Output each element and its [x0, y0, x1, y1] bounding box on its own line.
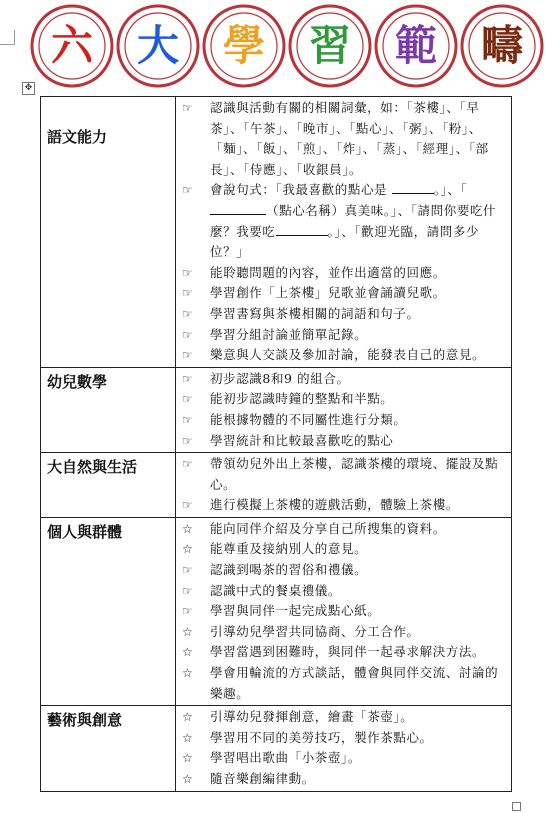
- table-row-math: [41, 367, 512, 452]
- pointing-hand-icon: ☞: [182, 412, 194, 427]
- items-cell: [176, 517, 512, 705]
- badge-character: 習: [308, 21, 351, 70]
- badge-character: 六: [50, 21, 93, 70]
- item-text: 引導幼兒學習共同協商、分工合作。: [210, 623, 420, 639]
- items-cell: [176, 367, 512, 452]
- list-item: [180, 769, 507, 790]
- list-item: [180, 180, 507, 262]
- category-label: 藝術與創意: [47, 711, 123, 730]
- list-item: [180, 748, 507, 769]
- item-list: [176, 453, 511, 517]
- item-text: 學習統計和比較最喜歡吃的點心: [210, 432, 394, 448]
- item-text: 進行模擬上茶樓的遊戲活動，體驗上茶樓。: [210, 497, 459, 513]
- item-text: 能根據物體的不同屬性進行分類。: [210, 411, 407, 427]
- category-label: 語文能力: [47, 128, 108, 146]
- list-item: [180, 539, 507, 560]
- pointing-hand-icon: ☞: [182, 433, 194, 448]
- item-text: 認識與活動有關的相關詞彙，如：「茶樓」、「早茶」、「午茶」、「晚市」、「點心」、「粥」、「粉」、「麵」、「飯」、「煎」、「炸」、「蒸」、「經理」、「部長」、「侍應」、「收銀員」。: [210, 100, 489, 177]
- category-cell: [41, 706, 176, 791]
- star-icon: ☆: [182, 624, 194, 639]
- category-cell: [41, 453, 176, 518]
- star-icon: ☆: [182, 730, 194, 745]
- list-item: [180, 519, 507, 540]
- item-text: 學習分組討論並簡單記錄。: [210, 326, 368, 342]
- category-label: 大自然與生活: [47, 458, 138, 477]
- pointing-hand-icon: ☞: [182, 604, 194, 619]
- pointing-hand-icon: ☞: [182, 327, 194, 342]
- pointing-hand-icon: ☞: [182, 371, 194, 386]
- pointing-hand-icon: ☞: [182, 306, 194, 321]
- list-item: [180, 622, 507, 643]
- table-row-nature: [41, 453, 512, 518]
- badge-character: 疇: [480, 21, 523, 70]
- item-text: 學會用輪流的方式談話，體會與同伴交流、討論的樂趣。: [210, 665, 499, 701]
- star-icon: ☆: [182, 645, 194, 660]
- list-item: [180, 642, 507, 663]
- badge-character: 範: [394, 21, 437, 70]
- list-item: [180, 728, 507, 749]
- list-item: [180, 389, 507, 410]
- badge-character: 學: [222, 21, 265, 70]
- list-item: [180, 345, 507, 366]
- list-item: [180, 663, 507, 704]
- item-text: 能初步認識時鐘的整點和半點。: [210, 391, 394, 407]
- table-row-social: [41, 517, 512, 705]
- table-row-arts: [41, 706, 512, 791]
- items-cell: [176, 453, 512, 518]
- list-item: [180, 283, 507, 304]
- item-list: [176, 518, 511, 705]
- pointing-hand-icon: ☞: [182, 498, 194, 513]
- item-list: [176, 97, 511, 367]
- item-text-part: 。」、「: [433, 182, 468, 198]
- fill-in-blank: [210, 202, 266, 215]
- item-text: 學習唱出歌曲「小茶壺」。: [210, 750, 361, 766]
- items-cell: [176, 706, 512, 791]
- pointing-hand-icon: ☞: [182, 286, 194, 301]
- item-text: 樂意與人交談及參加討論，能發表自己的意見。: [210, 347, 486, 363]
- category-cell: [41, 367, 176, 452]
- badge-1: [30, 4, 114, 88]
- list-item: [180, 98, 507, 180]
- star-icon: ☆: [182, 542, 194, 557]
- table-move-handle[interactable]: ✥: [22, 82, 35, 95]
- star-icon: ☆: [182, 710, 194, 725]
- item-text: 引導幼兒發揮創意，繪畫「茶壺」。: [210, 709, 414, 725]
- item-text: 隨音樂創編律動。: [210, 771, 315, 786]
- item-text: 學習當遇到困難時，與同伴一起尋求解決方法。: [210, 644, 486, 660]
- page-corner-mark-top: [0, 30, 15, 45]
- category-label: 個人與群體: [47, 522, 123, 541]
- learning-areas-table: [40, 96, 512, 792]
- pointing-hand-icon: ☞: [182, 348, 194, 363]
- fill-in-blank: [392, 181, 434, 194]
- item-text: 學習書寫與茶樓相關的詞語和句子。: [210, 305, 420, 321]
- star-icon: ☆: [182, 772, 194, 786]
- pointing-hand-icon: ☞: [182, 457, 194, 472]
- item-text-part: 會說句式：「我最喜歡的點心是: [210, 182, 392, 198]
- star-icon: ☆: [182, 751, 194, 766]
- item-text: 能向同伴介紹及分享自己所搜集的資料。: [210, 520, 446, 536]
- item-text: 帶領幼兒外出上茶樓，認識茶樓的環境、擺設及點心。: [210, 456, 499, 492]
- list-item: [180, 495, 507, 516]
- fill-in-blank: [276, 223, 328, 236]
- pointing-hand-icon: ☞: [182, 265, 194, 280]
- badge-5: [374, 4, 458, 88]
- item-text: 學習與同伴一起完成點心紙。: [210, 603, 381, 619]
- list-item: [180, 369, 507, 390]
- list-item: [180, 410, 507, 431]
- item-text-part: （點心名稱）真美味。」、「請問你要吃什麼？我要吃: [210, 202, 497, 239]
- pointing-hand-icon: ☞: [182, 183, 194, 198]
- pointing-hand-icon: ☞: [182, 101, 194, 115]
- item-list: [176, 706, 511, 790]
- list-item: [180, 601, 507, 622]
- badge-character: 大: [136, 21, 179, 70]
- star-icon: ☆: [182, 666, 194, 681]
- item-text: 學習用不同的美勞技巧，製作茶點心。: [210, 729, 433, 745]
- item-text: 學習創作「上茶樓」兒歌並會誦讀兒歌。: [210, 285, 446, 301]
- badge-4: [288, 4, 372, 88]
- list-item: [180, 431, 507, 452]
- pointing-hand-icon: ☞: [182, 583, 194, 598]
- list-item: [180, 325, 507, 346]
- list-item: [180, 263, 507, 284]
- item-text: 初步認識8和9 的組合。: [210, 370, 350, 386]
- pointing-hand-icon: ☞: [182, 392, 194, 407]
- category-cell: [41, 97, 176, 368]
- badge-2: [116, 4, 200, 88]
- pointing-hand-icon: ☞: [182, 563, 194, 578]
- item-text: 認識到喝茶的習俗和禮儀。: [210, 562, 368, 578]
- badge-6: [460, 4, 544, 88]
- item-text: 能聆聽問題的內容，並作出適當的回應。: [210, 264, 446, 280]
- item-list: [176, 368, 511, 452]
- item-text: 認識中式的餐桌禮儀。: [210, 582, 342, 598]
- table-row-language: [41, 97, 512, 368]
- list-item: [180, 581, 507, 602]
- category-label: 幼兒數學: [47, 372, 108, 391]
- item-text-part: 。」、「歡迎光臨，請問多少位？」: [210, 223, 480, 260]
- category-cell: [41, 517, 176, 705]
- list-item: [180, 707, 507, 728]
- list-item: [180, 560, 507, 581]
- category-badges: [30, 4, 540, 94]
- item-text: 能尊重及接納別人的意見。: [210, 541, 368, 557]
- items-cell: [176, 97, 512, 368]
- list-item: [180, 454, 507, 495]
- star-icon: ☆: [182, 521, 194, 536]
- badge-3: [202, 4, 286, 88]
- table-resize-handle[interactable]: [512, 802, 521, 811]
- list-item: [180, 304, 507, 325]
